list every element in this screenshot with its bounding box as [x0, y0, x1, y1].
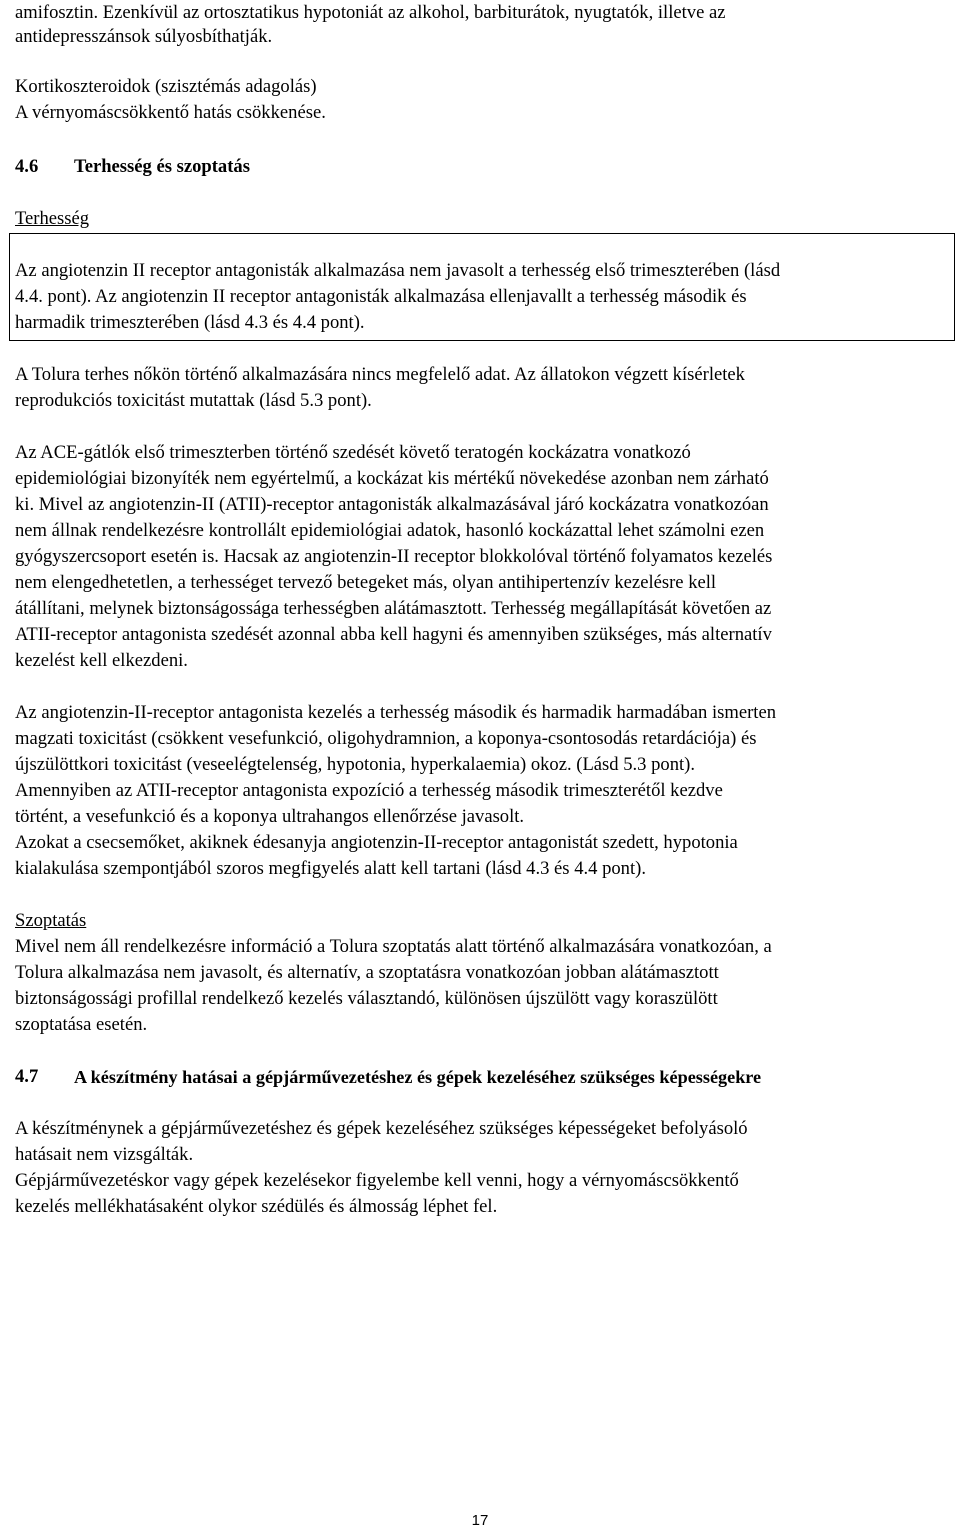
text-line: Mivel nem áll rendelkezésre információ a Tolura szoptatás alatt történő alkalmazására vonatkozóan, a [15, 936, 772, 957]
text-line: hatásait nem vizsgálták. [15, 1144, 194, 1165]
text-line: Amennyiben az ATII-receptor antagonista expozíció a terhesség második trimeszterétől kezdve [15, 780, 723, 801]
text-line: 4.4. pont). Az angiotenzin II receptor antagonisták alkalmazása ellenjavallt a terhesség második és [15, 286, 747, 307]
text-line: kezelés mellékhatásaként olykor szédülés és álmosság léphet fel. [15, 1196, 498, 1217]
text-line: gyógyszercsoport esetén is. Hacsak az angiotenzin-II receptor blokkolóval történő folyamatos kezelés [15, 546, 773, 567]
text-line: reprodukciós toxicitást mutattak (lásd 5.3 pont). [15, 390, 372, 411]
text-line: Azokat a csecsemőket, akiknek édesanyja angiotenzin-II-receptor antagonistát szedett, hypotonia [15, 832, 738, 853]
text-line: Gépjárművezetéskor vagy gépek kezelésekor figyelembe kell venni, hogy a vérnyomáscsökkentő [15, 1170, 739, 1191]
page-number: 17 [471, 1512, 489, 1529]
text-line: A vérnyomáscsökkentő hatás csökkenése. [15, 102, 326, 123]
text-line: történt, a vesefunkció és a koponya ultrahangos ellenőrzése javasolt. [15, 806, 525, 827]
text-line: Az ACE-gátlók első trimeszterben történő szedését követő teratogén kockázatra vonatkozó [15, 442, 691, 463]
text-line: harmadik trimeszterében (lásd 4.3 és 4.4 pont). [15, 312, 365, 333]
text-line: Kortikoszteroidok (szisztémás adagolás) [15, 76, 317, 97]
text-line: antidepresszánsok súlyosbíthatják. [15, 26, 273, 47]
text-line: kezelést kell elkezdeni. [15, 650, 188, 671]
text-line: magzati toxicitást (csökkent vesefunkció, oligohydramnion, a koponya-csontosodás retardációja) és [15, 728, 757, 749]
text-line: átállítani, melynek biztonságossága terhességben alátámasztott. Terhesség megállapítását követően az [15, 598, 772, 619]
text-line: ki. Mivel az angiotenzin-II (ATII)-receptor antagonisták alkalmazásával járó kockázatra vonatkozóan [15, 494, 769, 515]
text-line: biztonságossági profillal rendelkező kezelés választandó, különösen újszülött vagy koraszülött [15, 988, 718, 1009]
text-line: A készítménynek a gépjárművezetéshez és gépek kezeléséhez szükséges képességeket befolyásoló [15, 1118, 748, 1139]
section-number: 4.7 [15, 1066, 39, 1087]
text-line: szoptatása esetén. [15, 1014, 148, 1035]
text-line: amifosztin. Ezenkívül az ortosztatikus hypotoniát az alkohol, barbiturátok, nyugtatók, illetve az [15, 2, 726, 23]
text-line: epidemiológiai bizonyíték nem egyértelmű, a kockázat kis mértékű növekedése azonban nem zárható [15, 468, 769, 489]
section-number: 4.6 [15, 156, 39, 177]
subheading-pregnancy: Terhesség [15, 208, 90, 229]
text-line: nem állnak rendelkezésre kontrollált epidemiológiai adatok, hasonló kockázattal lehet számolni ezen [15, 520, 765, 541]
section-title: Terhesség és szoptatás [74, 156, 250, 177]
text-line: újszülöttkori toxicitást (veseelégtelenség, hypotonia, hyperkalaemia) okoz. (Lásd 5.3 pont). [15, 754, 696, 775]
text-line: Az angiotenzin II receptor antagonisták alkalmazása nem javasolt a terhesség első trimeszterében (lásd [15, 260, 781, 281]
subheading-lactation: Szoptatás [15, 910, 87, 931]
text-line: kialakulása szempontjából szoros megfigyelés alatt kell tartani (lásd 4.3 és 4.4 pont). [15, 858, 646, 879]
section-title: A készítmény hatásai a gépjárművezetéshez és gépek kezeléséhez szükséges képességekre [74, 1067, 762, 1087]
text-line: Tolura alkalmazása nem javasolt, és alternatív, a szoptatásra vonatkozóan jobban alátámasztott [15, 962, 719, 983]
text-line: nem elengedhetetlen, a terhességet tervező betegeket más, olyan antihipertenzív kezelésre kell [15, 572, 717, 593]
text-line: ATII-receptor antagonista szedését azonnal abba kell hagyni és amennyiben szükséges, más alternatív [15, 624, 772, 645]
text-line: A Tolura terhes nőkön történő alkalmazására nincs megfelelő adat. Az állatokon végzett kísérletek [15, 364, 745, 385]
text-line: Az angiotenzin-II-receptor antagonista kezelés a terhesség második és harmadik harmadában ismerten [15, 702, 776, 723]
